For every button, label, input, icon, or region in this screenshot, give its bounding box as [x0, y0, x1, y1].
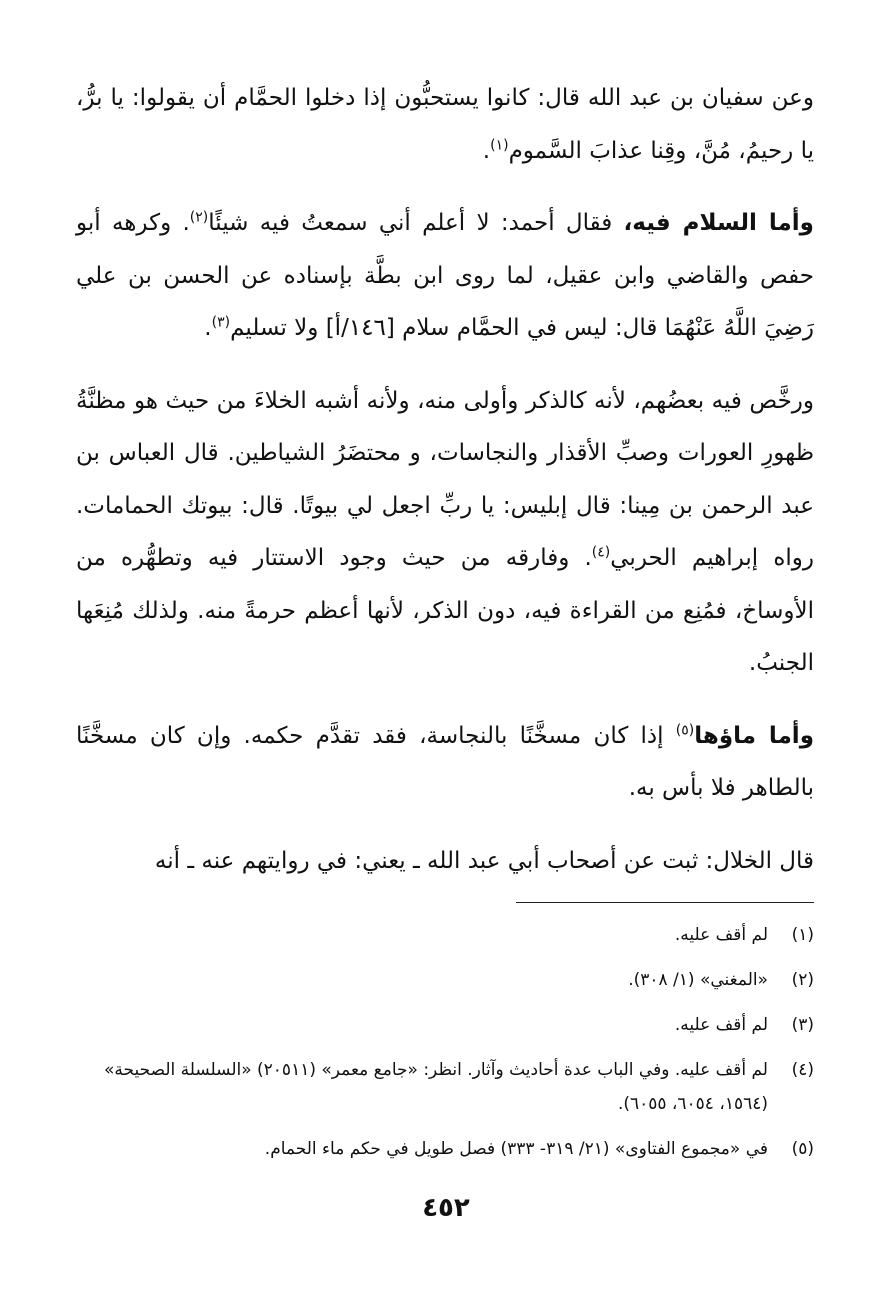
paragraph-2 [76, 197, 814, 355]
paragraph-4-lead: وأما ماؤها [694, 722, 814, 749]
paragraph-3 [76, 375, 814, 690]
footnote-ref-3: (٣) [211, 314, 231, 331]
paragraph-4 [76, 710, 814, 815]
main-text [76, 72, 814, 907]
paragraph-2-text-a: فقال أحمد: لا أعلم أني سمعتُ فيه شيئًا [208, 210, 624, 236]
footnote-number: (٥) [791, 1139, 814, 1159]
footnote-text: لم أقف عليه. [674, 1015, 768, 1035]
footnote-number: (٤) [791, 1060, 814, 1080]
page-number: ٤٥٢ [422, 1193, 470, 1223]
paragraph-3-text-a: ورخَّص فيه بعضُهم، لأنه كالذكر وأولى منه، ولأنه أشبه الخلاءَ من حيث هو مظنَّةُ ظهورِ العورات وصبِّ الأقذار والنجاسات، و محتضَرُ الشياطين. قال العباس بن عبد الرحمن بن مِينا: قال إبليس: يا ربِّ اجعل لي بيوتًا. قال: بيوتك الحمامات. رواه إبراهيم الحربي [76, 387, 814, 571]
paragraph-2-text-b: . وكرهه أبو حفص والقاضي وابن عقيل، لما روى ابن بطَّة بإسناده عن الحسن بن علي رَضِيَ اللَّهُ عَنْهُمَا قال: ليس في الحمَّام سلام [١٤٦/أ] ولا تسليم [76, 210, 814, 341]
footnote-ref-2: (٢) [189, 209, 209, 226]
footnote-number: (٣) [791, 1015, 814, 1035]
footnote-divider [516, 902, 814, 903]
footnote-item [76, 1132, 814, 1166]
paragraph-3-text-b: . وفارقه من حيث وجود الاستتار فيه وتطهُّره من الأوساخ، فمُنِع من القراءة فيه، دون الذكر، لأنها أعظم حرمةً منه. ولذلك مُنِعَها الجنبُ. [76, 545, 814, 676]
footnote-text: لم أقف عليه. [674, 925, 768, 945]
footnote-ref-1: (١) [490, 136, 509, 153]
footnote-item [76, 1053, 814, 1121]
footnote-item [76, 1008, 814, 1042]
paragraph-2-end: . [204, 315, 212, 341]
paragraph-5 [76, 835, 814, 888]
footnote-ref-5: (٥) [675, 721, 695, 738]
paragraph-1-text: وعن سفيان بن عبد الله قال: كانوا يستحبُّون إذا دخلوا الحمَّام أن يقولوا: يا برُّ، يا رحيمُ، مُنَّ، وقِنا عذابَ السَّموم [76, 85, 814, 164]
paragraph-4-text: إذا كان مسخَّنًا بالنجاسة، فقد تقدَّم حكمه. وإن كان مسخَّنًا بالطاهر فلا بأس به. [76, 722, 814, 801]
footnote-number: (٢) [791, 970, 814, 990]
paragraph-2-lead: وأما السلام فيه، [623, 210, 814, 236]
footnotes-list [76, 918, 814, 1177]
paragraph-5-text: قال الخلال: ثبت عن أصحاب أبي عبد الله ـ يعني: في روايتهم عنه ـ أنه [154, 847, 814, 874]
paragraph-1-end: . [482, 137, 491, 164]
footnote-text: في «مجموع الفتاوى» (٢١/ ٣١٩- ٣٣٣) فصل طويل في حكم ماء الحمام. [264, 1139, 768, 1159]
footnote-number: (١) [791, 925, 814, 945]
footnote-item [76, 918, 814, 952]
paragraph-1 [76, 72, 814, 177]
footnote-item [76, 963, 814, 997]
footnote-ref-4: (٤) [591, 544, 611, 561]
footnote-text: لم أقف عليه. وفي الباب عدة أحاديث وآثار. انظر: «جامع معمر» (٢٠٥١١) «السلسلة الصحيحة» (١٥٦٤، ٦٠٥٤، ٦٠٥٥). [103, 1060, 768, 1114]
footnote-text: «المغني» (١/ ٣٠٨). [628, 970, 768, 990]
